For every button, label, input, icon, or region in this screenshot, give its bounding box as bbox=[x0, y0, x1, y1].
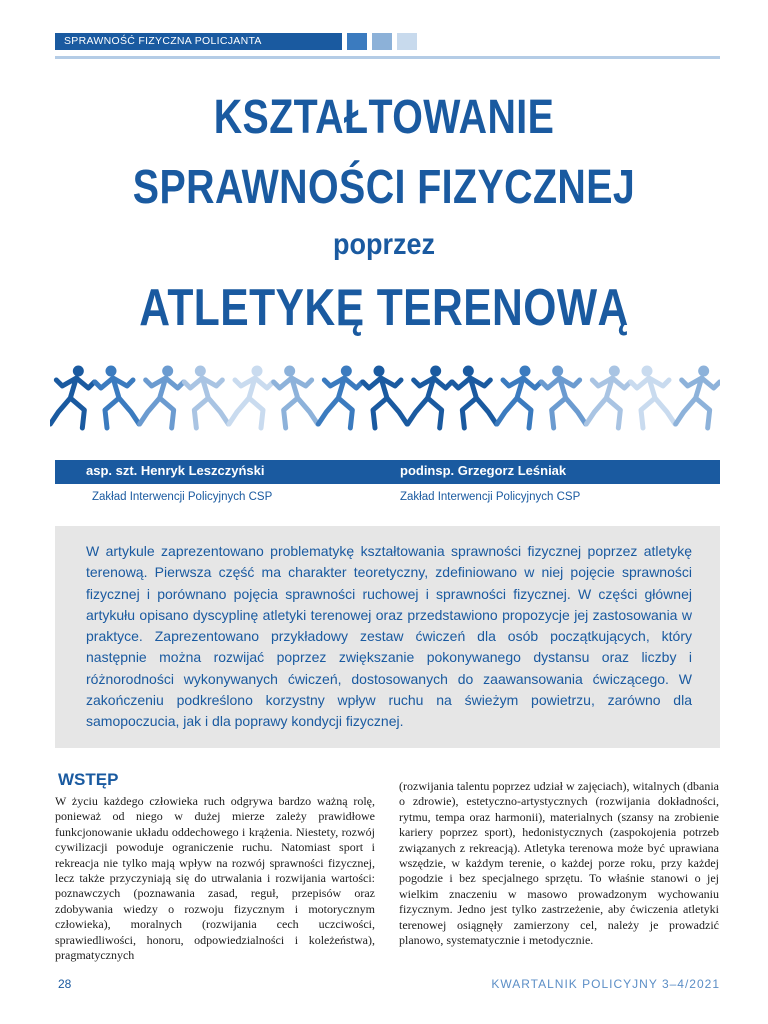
article-title-line-1: KSZTAŁTOWANIE bbox=[213, 91, 555, 144]
runner-icon bbox=[95, 366, 139, 428]
runner-icon bbox=[542, 366, 586, 428]
magazine-name: KWARTALNIK POLICYJNY 3–4/2021 bbox=[491, 977, 720, 991]
runner-icon bbox=[497, 366, 541, 428]
body-column-left: W życiu każdego człowieka ruch odgrywa bardzo ważną rolę, ponieważ od niego w dużej mierze zależy prawidłowe funkcjonowanie układu oddechowego i krążenia. Niestety, rozwój cywilizacji powoduje ograniczenie ruchu. Natomiast sport i rekreacja nie tylko mają wpływ na rozwój sprawności fizycznej, lecz także przyczyniają się do utrwalania i rozwijania wartości: poznawczych (poznawania zasad, reguł, przepisów oraz zdobywania wiedzy o rozwoju fizycznym i motorycznym człowieka), moralnych (rozwijania cech uczciwości, sprawiedliwości, honoru, odpowiedzialności i koleżeństwa), pragmatycznych bbox=[55, 794, 375, 963]
article-title-line-2: SPRAWNOŚCI FIZYCZNEJ bbox=[132, 161, 636, 214]
abstract-text: W artykule zaprezentowano problematykę kształtowania sprawności fizycznej poprzez atletykę terenową. Pierwsza część ma charakter teoretyczny, zdefiniowano w niej pojęcie sprawności fizycznej i porównano pojęcia sprawności ruchowej i sprawności fizycznej. W części głównej artykułu opisano dyscyplinę atletyki terenowej oraz przedstawiono propozycje jej zastosowania w praktyce. Zaprezentowano przykładowy zestaw ćwiczeń dla osób początkujących, który następnie można rozwijać poprzez zwiększanie pokonywanego dystansu oraz liczby i różnorodności wykonywanych ćwiczeń, dostosowanych do zaawansowania ćwiczącego. W zakończeniu podkreślono korzystny wpływ ruchu na świeżym powietrzu, zarówno dla samopoczucia, jak i dla poprawy kondycji fizycznej. bbox=[86, 543, 692, 730]
runner-icon bbox=[586, 366, 630, 428]
article-title-line-3: poprzez bbox=[332, 228, 436, 261]
author-affiliation: Zakład Interwencji Policyjnych CSP bbox=[92, 491, 273, 503]
author-affiliation: Zakład Interwencji Policyjnych CSP bbox=[400, 491, 581, 503]
runner-icon bbox=[363, 366, 407, 428]
body-column-right: (rozwijania talentu poprzez udział w zajęciach), witalnych (dbania o zdrowie), estetyczno-artystycznych (rozwijania dokładności, rytmu, tempa oraz harmonii), materialnych (szansy na zrobienie kariery poprzez sport), hedonistycznych (zaspokojenia potrzeb związanych z rekreacją). Atletyka terenowa może być uprawiana wszędzie, w każdym terenie, o każdej porze roku, przy każdej pogodzie i bez specjalnego sprzętu. To właśnie stanowi o jej wielkim znaczeniu w masowo prowadzonym wychowaniu fizycznym. Jedno jest tylko zastrzeżenie, aby ćwiczenia atletyki terenowej osiągnęły zamierzony cel, należy je prowadzić planowo, systematycznie i metodycznie. bbox=[399, 779, 719, 948]
runner-icon bbox=[274, 366, 318, 428]
header-decor-square bbox=[397, 33, 417, 50]
runner-icon bbox=[184, 366, 228, 428]
author-name: podinsp. Grzegorz Leśniak bbox=[400, 463, 567, 478]
page-number: 28 bbox=[58, 977, 72, 991]
runner-icon bbox=[318, 366, 362, 428]
header-rule bbox=[55, 56, 720, 59]
runner-icon bbox=[631, 366, 675, 428]
runner-icon bbox=[408, 366, 452, 428]
runner-icon bbox=[452, 366, 496, 428]
author-name: asp. szt. Henryk Leszczyński bbox=[86, 463, 265, 478]
header-decor-square bbox=[347, 33, 367, 50]
runner-icon bbox=[229, 366, 273, 428]
runner-icon bbox=[50, 366, 94, 428]
runners-illustration bbox=[50, 362, 720, 434]
section-header-label: SPRAWNOŚĆ FIZYCZNA POLICJANTA bbox=[64, 35, 262, 47]
runner-icon bbox=[140, 366, 184, 428]
header-decor-square bbox=[372, 33, 392, 50]
article-title-line-4: ATLETYKĘ TERENOWĄ bbox=[139, 279, 629, 337]
section-heading: WSTĘP bbox=[58, 770, 119, 789]
runner-icon bbox=[676, 366, 720, 428]
